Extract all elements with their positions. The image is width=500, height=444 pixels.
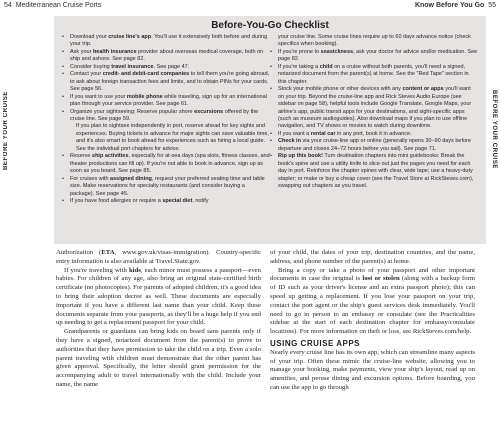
checklist-left-column: [62, 34, 270, 205]
checklist-box: [54, 16, 486, 244]
body-paragraph: Bring a copy or take a photo of your passport and other important documents in case the original is lost or stolen (along with a backup form of ID such as your driver's license and an extra passport photo); this can speed up getting a replacement. If you lose your passport on your trip, contact the port agent or the ship's guest services desk immediately. You'll need to go in person to an embassy or consulate (see the Practicalities sidebar at the start of each destination chapter for embassy/consulate locations). For more information on theft or loss, see RickSteves.com/help.: [270, 266, 475, 336]
right-section-tab: BEFORE YOUR CRUISE: [491, 90, 497, 170]
body-text-left-column: [56, 249, 261, 390]
body-paragraph: Authorization (ETA, www.gov.uk/visas-immigration). Country-specific entry information is also available at Travel.State.gov.: [56, 249, 262, 265]
checklist-item: • Reserve ship activities, especially for at-sea days (spa slots, fitness classes, and theater productions can fill up). If you're not able to book in advance, sign up as soon as you board. See page 85.: [62, 153, 270, 175]
checklist-item: • If you want a rental car in any port, book it in advance.: [270, 131, 478, 138]
checklist-item: • Consider buying travel insurance. See page 47.: [62, 64, 270, 71]
body-text-right-column: [270, 249, 475, 393]
right-running-title: Know Before You Go: [414, 2, 485, 9]
checklist-item: • If you want to use your mobile phone while traveling, sign up for an international plan through your service provider. See page 61.: [62, 94, 270, 109]
left-page-header: [4, 2, 101, 9]
checklist-item: • Organize your sightseeing: Reserve popular shore excursions offered by the cruise line. See page 59.: [62, 109, 270, 124]
checklist-item: • Rip up this book! Turn destination chapters into mini guidebooks: Break the book's spine and use a utility knife to slice out just the pages you need for each day in port. Reinforce the chapter spines with clear, wide tape; use a heavy-duty stapler; or make or buy a cheap cover (see the Travel Store at RickSteves.com), swapping out chapters as you travel.: [270, 153, 478, 190]
checklist-item: • Stock your mobile phone or other devices with any content or apps you'll want on your trip. Beyond the cruise-line app and Rick Steves Audio Europe (see sidebar on page 58), helpful tools include Google Translate, Google Maps, your airline's app, public transit apps for your destinations, and sight-specific apps (such as museum audioguides). Also download maps if you plan to use offline navigation, and TV shows or movies to watch during downtime.: [270, 86, 478, 131]
checklist-right-column: [270, 34, 478, 205]
checklist-item: If you plan to sightsee independently in port, reserve ahead for key sights and experiences. Buying tickets in advance for major sights can save valuable time, and it's also smart to book ahead for experiences such as hiring a local guide. See the individual port chapters for advice.: [76, 123, 269, 152]
section-heading: USING CRUISE APPS: [270, 338, 360, 348]
checklist-left-list: [62, 34, 270, 205]
right-page-number: 55: [488, 2, 496, 9]
left-section-tab: BEFORE YOUR CRUISE: [3, 90, 9, 170]
body-paragraph: Nearly every cruise line has its own app, which can streamline many aspects of your trip. Often these mimic the cruise-line website, allowing you to manage your booking, make payments, view your ship's layout, read up on amenities, and peruse dining and excursion options. Before boarding, you can use the app to go through: [270, 348, 475, 391]
left-running-title: Mediterranean Cruise Ports: [15, 2, 102, 9]
checklist-item: • If you have food allergies or require a special diet, notify: [62, 198, 270, 205]
right-page-header: [415, 2, 496, 9]
body-paragraph: of your child, the dates of your trip, destination countries, and the name, address, and phone number of the parent(s) at home.: [270, 249, 475, 265]
checklist-item: • For cruises with assigned dining, request your preferred seating time and table size. Make reservations for specialty restaurants (and consider buying a package). See page 45.: [62, 176, 270, 198]
checklist-right-list: [270, 34, 478, 191]
checklist-item: • If you're taking a child on a cruise without both parents, you'll need a signed, notarized document from the parent(s) at home. See the "Red Tape" section in this chapter.: [270, 64, 478, 86]
checklist-item: • Ask your health insurance provider about overseas medical coverage, both on ship and ashore. See page 82.: [62, 49, 270, 64]
running-header: [4, 2, 496, 15]
body-paragraph: Grandparents or guardians can bring kids on board sans parents only if they have a signed, notarized document from the parent(s) to prove to authorities that they have permission to take the child on a trip. Even a solo parent traveling with children must demonstrate that the other parent has given approval. Specifically, the letter should grant permission for the accompanying adult to travel internationally with the child. Include your name, the name: [56, 328, 261, 388]
checklist-item: • Check in via your cruise-line app or online (generally opens 30–90 days before departure and closes 24–72 hours before you sail). See page 71.: [270, 138, 478, 153]
checklist-item: • Download your cruise line's app. You'll use it extensively both before and during your trip.: [62, 34, 270, 49]
checklist-item: your cruise line. Some cruise lines require up to 60 days advance notice (check specifics when booking).: [278, 34, 471, 48]
checklist-item: • Contact your credit- and debit-card companies to tell them you're going abroad, to ask about foreign transaction fees and limits, and to obtain PINs for your cards. See page 56.: [62, 71, 270, 93]
body-paragraph: If you're traveling with kids, each minor must possess a passport—even babies. For children of any age, also bring an original state-certified birth certificate (no photocopies). For parents of adopted children, it's a good idea to bring their adoption decree as well. These documents are especially important if you have a different last name than your child. Keep these documents separate from your passports, as they'll be a huge help if you end up needing to get a replacement passport for your child.: [56, 266, 261, 327]
checklist-item: • If you're prone to seasickness, ask your doctor for advice and/or medication. See page 82.: [270, 49, 478, 64]
checklist-title: Before-You-Go Checklist: [211, 20, 329, 31]
left-page-number: 54: [4, 2, 12, 9]
